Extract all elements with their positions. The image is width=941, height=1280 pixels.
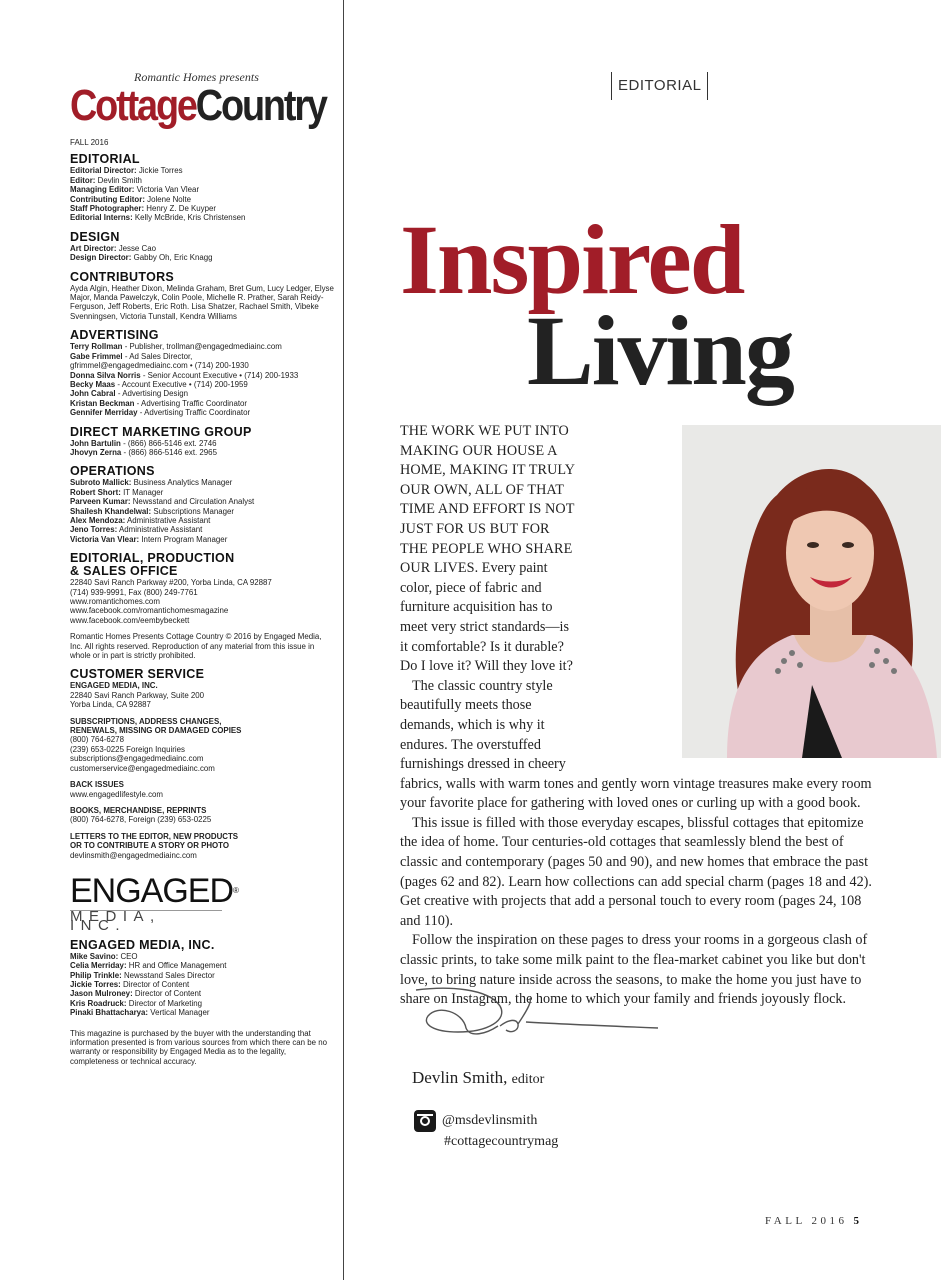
staff-line: Kristan Beckman - Advertising Traffic Coordinator	[70, 398, 248, 408]
reprints-phone: (800) 764-6278, Foreign (239) 653-0225	[70, 815, 212, 825]
staff-line: Contributing Editor: Jolene Nolte	[70, 194, 192, 204]
subscriptions-heading: SUBSCRIPTIONS, ADDRESS CHANGES, RENEWALS, MISSING OR DAMAGED COPIES	[70, 716, 242, 736]
staff-line: Parveen Kumar: Newsstand and Circulation Analyst	[70, 497, 255, 507]
customer-service-heading: CUSTOMER SERVICE	[70, 667, 205, 682]
subscriptions-list	[70, 735, 335, 773]
staff-line: Art Director: Jesse Cao	[70, 243, 156, 253]
instagram-handle[interactable]: @msdevlinsmith	[442, 1113, 538, 1129]
office-address-list	[70, 578, 335, 625]
staff-line: Editorial Interns: Kelly McBride, Kris Christensen	[70, 213, 246, 223]
column-divider	[343, 0, 344, 1280]
staff-line: Editor: Devlin Smith	[70, 175, 142, 185]
folio-season: FALL 2016	[765, 1215, 848, 1227]
staff-line: Subroto Mallick: Business Analytics Manager	[70, 478, 233, 488]
staff-line: Pinaki Bhattacharya: Vertical Manager	[70, 1008, 210, 1018]
letters-email: devlinsmith@engagedmediainc.com	[70, 850, 197, 860]
staff-line: Celia Merriday: HR and Office Management	[70, 961, 227, 971]
staff-line: Editorial Director: Jickie Torres	[70, 166, 183, 176]
photo-wrap-spacer	[584, 422, 874, 762]
staff-line: Jhovyn Zerna - (866) 866-5146 ext. 2965	[70, 447, 217, 457]
back-issues-heading: BACK ISSUES	[70, 780, 124, 790]
editorial-staff-list	[70, 166, 335, 222]
page-folio	[765, 1215, 859, 1227]
instagram-icon	[414, 1110, 436, 1132]
text-line: (714) 939-9991, Fax (800) 249-7761	[70, 587, 198, 597]
staff-line: Managing Editor: Victoria Van Vlear	[70, 185, 200, 195]
contributors-text: Ayda Algin, Heather Dixon, Melinda Graham, Bret Gum, Lucy Ledger, Elyse Major, Manda Pawelczyk, Colin Poole, Michelle R. Prather, Sarah Reidy-Ferguson, Jeff Roberts, Eric Roth. Lisa Shatzer, Rachael Smith, Vibeke Svenningsen, Victoria Tunstall, Kendra Williams	[70, 283, 334, 321]
staff-line: Alex Mendoza: Administrative Assistant	[70, 515, 211, 525]
staff-line: Kris Roadruck: Director of Marketing	[70, 998, 203, 1008]
staff-line: gfrimmel@engagedmediainc.com • (714) 200-1930	[70, 361, 249, 371]
direct-marketing-list	[70, 439, 335, 458]
social-block	[414, 1110, 558, 1152]
text-line: 22840 Savi Ranch Parkway, Suite 200	[70, 690, 205, 700]
operations-heading: OPERATIONS	[70, 464, 155, 479]
direct-marketing-heading: DIRECT MARKETING GROUP	[70, 424, 252, 439]
company-staff-list	[70, 952, 335, 1018]
editorial-body	[400, 422, 874, 1010]
back-issues-url: www.engagedlifestyle.com	[70, 789, 163, 799]
headline-living: Living	[527, 295, 793, 406]
staff-line: Philip Trinkle: Newsstand Sales Director	[70, 970, 215, 980]
editor-signoff: Devlin Smith, editor	[412, 1068, 545, 1087]
cottage-country-logo: CottageCountry	[70, 81, 326, 130]
paragraph-1: THE WORK WE PUT INTO MAKING OUR HOUSE A HOME, MAKING IT TRULY OUR OWN, ALL OF THAT TIME AND EFFORT IS NOT JUST FOR US BUT FOR THE PEOPLE WHO SHARE OUR LIVES. Every paint color, piece of fabric and furniture acquisition has to meet very strict standards—is it comfortable? Is it durable? Do I love it? Will they love it?	[400, 423, 575, 675]
issue-date: FALL 2016	[70, 138, 109, 147]
staff-line: Robert Short: IT Manager	[70, 487, 164, 497]
company-heading: ENGAGED MEDIA, INC.	[70, 937, 215, 952]
staff-line: John Bartulin - (866) 866-5146 ext. 2746	[70, 438, 217, 448]
customer-company: ENGAGED MEDIA, INC.	[70, 681, 158, 691]
text-line: (800) 764-6278	[70, 735, 124, 745]
text-line: www.facebook.com/eembybeckett	[70, 615, 190, 625]
text-line: subscriptions@engagedmediainc.com	[70, 754, 204, 764]
section-label: EDITORIAL	[611, 72, 708, 100]
disclaimer: This magazine is purchased by the buyer with the understanding that information presented is from various sources from which there can be no warranty or responsibility by Engaged Media as to the legality, completeness or technical accuracy.	[70, 1028, 328, 1066]
paragraph-2: The classic country style beautifully meets those demands, which is why it endures. The overstuffed furnishings dressed in cheery fabrics, walls with warm tones and gently worn vintage treasures make every room your favorite place for gathering with loved ones or curling up with a good book.	[400, 677, 872, 812]
lead-in-caps: THE WORK WE PUT INTO MAKING OUR HOUSE A HOME, MAKING IT TRULY OUR OWN, ALL OF THAT TIME AND EFFORT IS NOT JUST FOR US BUT FOR THE PEOPLE WHO SHARE OUR LIVES.	[400, 423, 575, 577]
operations-staff-list	[70, 478, 335, 544]
headline-inspired: Inspired	[400, 204, 744, 315]
text-line: 22840 Savi Ranch Parkway #200, Yorba Linda, CA 92887	[70, 578, 272, 588]
paragraph-4: Follow the inspiration on these pages to dress your rooms in a gorgeous clash of classic prints, to take some milk paint to the flea-market cabinet you like but don't love, to bring nature inside across the seasons, to make the home you just have to share on Instagram, the home to which your family and friends joyously flock.	[400, 932, 868, 1008]
staff-line: Gennifer Merriday - Advertising Traffic Coordinator	[70, 408, 251, 418]
customer-address-list	[70, 691, 335, 710]
staff-line: Shailesh Khandelwal: Subscriptions Manager	[70, 506, 235, 516]
staff-line: Donna Silva Norris - Senior Account Executive • (714) 200-1933	[70, 370, 299, 380]
text-line: www.romantichomes.com	[70, 597, 160, 606]
hashtag[interactable]: #cottagecountrymag	[444, 1134, 559, 1149]
staff-line: Design Director: Gabby Oh, Eric Knagg	[70, 253, 213, 263]
editorial-heading: EDITORIAL	[70, 152, 140, 167]
staff-line: Jickie Torres: Director of Content	[70, 979, 190, 989]
office-heading: EDITORIAL, PRODUCTION & SALES OFFICE	[70, 551, 235, 579]
letters-heading: LETTERS TO THE EDITOR, NEW PRODUCTS OR TO CONTRIBUTE A STORY OR PHOTO	[70, 831, 239, 851]
editor-signature	[408, 980, 663, 1044]
staff-line: Mike Savino: CEO	[70, 951, 138, 961]
text-line: Yorba Linda, CA 92887	[70, 700, 151, 710]
advertising-heading: ADVERTISING	[70, 328, 159, 343]
design-staff-list	[70, 244, 335, 263]
engaged-media-logo: ENGAGED® MEDIA, INC.	[70, 871, 238, 935]
masthead	[70, 70, 335, 1066]
presents-line: Romantic Homes presents	[134, 70, 259, 84]
staff-line: Victoria Van Vlear: Intern Program Manager	[70, 534, 228, 544]
text-line: customerservice@engagedmediainc.com	[70, 763, 215, 773]
copyright-notice: Romantic Homes Presents Cottage Country © 2016 by Engaged Media, Inc. All rights reserved. Reproduction of any material from this issue in whole or in part is strictly prohibited.	[70, 632, 322, 661]
staff-line: Terry Rollman - Publisher, trollman@engagedmediainc.com	[70, 342, 282, 352]
staff-line: Jeno Torres: Administrative Assistant	[70, 525, 203, 535]
design-heading: DESIGN	[70, 229, 120, 244]
staff-line: Gabe Frimmel - Ad Sales Director,	[70, 351, 193, 361]
contributors-heading: CONTRIBUTORS	[70, 269, 175, 284]
text-line: (239) 653-0225 Foreign Inquiries	[70, 744, 185, 754]
text-line: www.facebook.com/romantichomesmagazine	[70, 606, 229, 616]
reprints-heading: BOOKS, MERCHANDISE, REPRINTS	[70, 805, 207, 815]
staff-line: Becky Maas - Account Executive • (714) 200-1959	[70, 379, 248, 389]
staff-line: Staff Photographer: Henry Z. De Kuyper	[70, 204, 217, 214]
page-number: 5	[853, 1215, 860, 1227]
staff-line: John Cabral - Advertising Design	[70, 389, 188, 399]
advertising-staff-list	[70, 342, 335, 417]
staff-line: Jason Mulroney: Director of Content	[70, 989, 202, 999]
paragraph-3: This issue is filled with those everyday escapes, blissful cottages that epitomize the idea of home. Tour centuries-old cottages that seamlessly blend the best of classic and contemporary (pages 50 and 90), and new homes that embrace the past (pages 62 and 82). Learn how collections can add special charm (pages 18 and 42). Get creative with projects that add a personal touch to every room (pages 24, 108 and 110).	[400, 814, 872, 929]
